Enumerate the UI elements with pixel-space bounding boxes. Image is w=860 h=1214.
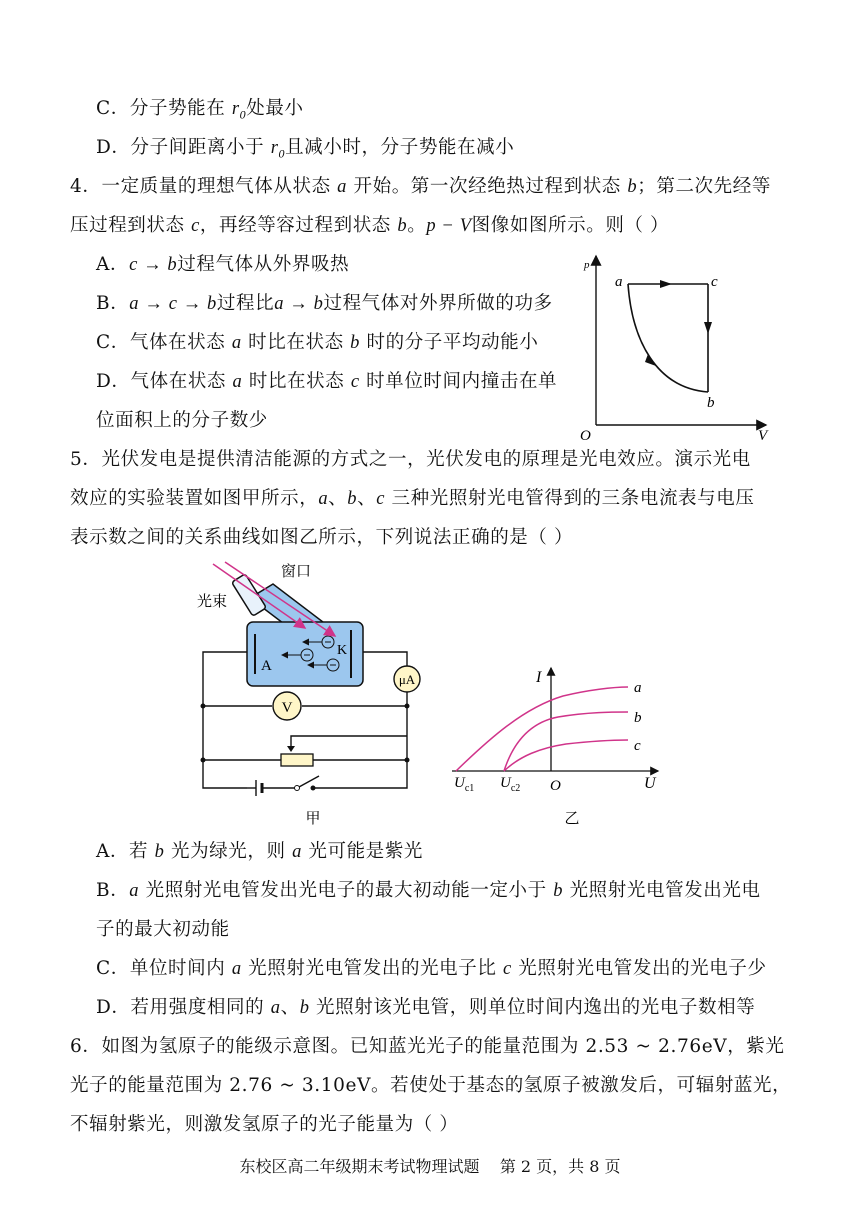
q6-stem-line1: 6．如图为氢原子的能级示意图。已知蓝光光子的能量范围为 2.53 ~ 2.76eV，紫光 bbox=[70, 1036, 785, 1057]
q4s1-3: b bbox=[627, 177, 638, 197]
q4s2-2: ，再经等容过程到状态 bbox=[199, 215, 398, 236]
curve-b-label: b bbox=[634, 710, 642, 726]
switch-pivot bbox=[295, 786, 300, 791]
q4s1-2: 开始。第一次经绝热过程到状态 bbox=[347, 176, 628, 197]
uc1-main: U bbox=[454, 775, 465, 791]
q6-stem-line2: 光子的能量范围为 2.76 ~ 3.10eV。若使处于基态的氢原子被激发后，可辐射蓝光， bbox=[70, 1075, 792, 1096]
q5b-0: B． bbox=[96, 880, 130, 901]
c-b-arrow-icon bbox=[704, 322, 712, 334]
q5d-3: b bbox=[299, 998, 310, 1018]
q3d-sub: 0 bbox=[278, 146, 286, 161]
uc1-label bbox=[454, 775, 474, 794]
q4-option-c bbox=[96, 331, 538, 355]
q4-option-b bbox=[96, 292, 553, 316]
junction-dot bbox=[201, 758, 206, 763]
origin-label: O bbox=[580, 428, 591, 444]
q5-option-d bbox=[96, 996, 755, 1020]
q4s2-4: 。 bbox=[407, 215, 427, 236]
iu-curves-figure bbox=[448, 660, 673, 830]
q4s1-0: 4．一定质量的理想气体从状态 bbox=[70, 176, 338, 197]
q3c-sub: 0 bbox=[239, 107, 247, 122]
q4b-4: 过程气体对外界所做的功多 bbox=[323, 293, 553, 314]
junction-dot bbox=[405, 704, 410, 709]
rheostat bbox=[281, 754, 313, 766]
anode-label: A bbox=[261, 658, 272, 674]
q4-stem-line2 bbox=[70, 214, 669, 238]
uc2-label bbox=[500, 775, 520, 794]
junction-dot bbox=[405, 758, 410, 763]
q5d-4: 光照射该光电管，则单位时间内逸出的光电子数相等 bbox=[309, 997, 756, 1018]
voltmeter-label: V bbox=[281, 700, 293, 716]
p-axis-label: p bbox=[584, 259, 590, 271]
u-axis-label: U bbox=[644, 775, 656, 792]
q5-option-b-line2: 子的最大初动能 bbox=[96, 919, 230, 940]
q4d-4: 时单位时间内撞击在单 bbox=[359, 371, 558, 392]
q6-stem-line3: 不辐射紫光，则激发氢原子的光子能量为（ ） bbox=[70, 1114, 459, 1135]
q3d-var: r bbox=[270, 138, 279, 158]
q5-stem-line3: 表示数之间的关系曲线如图乙所示，下列说法正确的是（ ） bbox=[70, 527, 574, 548]
page-footer: 东校区高二年级期末考试物理试题 第 2 页，共 8 页 bbox=[239, 1157, 621, 1176]
q5s2-0: 效应的实验装置如图甲所示， bbox=[70, 488, 319, 509]
q5c-2: 光照射光电管发出的光电子比 bbox=[241, 958, 503, 979]
point-c-label: c bbox=[711, 274, 718, 290]
uc1-sub: c1 bbox=[464, 783, 475, 794]
q3-option-c bbox=[96, 97, 304, 127]
q5s2-3: b bbox=[347, 489, 358, 509]
q5s2-4: 、 bbox=[357, 488, 377, 509]
q5s2-5: c bbox=[376, 489, 386, 509]
curve-b bbox=[504, 712, 628, 771]
q5-stem-line1: 5．光伏发电是提供清洁能源的方式之一，光伏发电的原理是光电效应。演示光电 bbox=[70, 449, 751, 470]
switch-contact bbox=[311, 786, 316, 791]
q4b-3: a → b bbox=[274, 294, 324, 314]
q5s2-2: 、 bbox=[328, 488, 348, 509]
q4d-1: a bbox=[232, 372, 243, 392]
uc2-sub: c2 bbox=[510, 783, 521, 794]
switch-lever bbox=[299, 776, 319, 787]
a-c-arrow-icon bbox=[660, 280, 672, 288]
pv-graph bbox=[576, 250, 776, 445]
q5a-2: 光为绿光，则 bbox=[164, 841, 293, 862]
q4b-0: B． bbox=[96, 293, 130, 314]
figure-jia-caption: 甲 bbox=[305, 811, 321, 827]
figure-yi-caption: 乙 bbox=[564, 811, 580, 827]
q5c-4: 光照射光电管发出的光电子少 bbox=[511, 958, 767, 979]
a-b-adiabat-curve bbox=[628, 284, 708, 392]
q4d-0: D．气体在状态 bbox=[96, 371, 233, 392]
point-a-label: a bbox=[615, 274, 623, 290]
q4c-2: 时比在状态 bbox=[241, 332, 351, 353]
q4s2-1: c bbox=[191, 216, 200, 236]
q3c-post: 处最小 bbox=[246, 98, 304, 119]
curve-a-label: a bbox=[634, 680, 642, 696]
q5-option-c bbox=[96, 957, 767, 981]
q5d-2: 、 bbox=[280, 997, 300, 1018]
q4-stem-line1 bbox=[70, 175, 771, 199]
q4c-4: 时的分子平均动能小 bbox=[360, 332, 539, 353]
q4-option-d-line1 bbox=[96, 370, 557, 394]
q4b-2: 过程比 bbox=[216, 293, 275, 314]
q4s1-1: a bbox=[337, 177, 348, 197]
point-b-label: b bbox=[707, 395, 715, 411]
q4b-1: a → c → b bbox=[129, 294, 217, 314]
q5c-0: C．单位时间内 bbox=[96, 958, 232, 979]
q5-stem-line2 bbox=[70, 487, 754, 511]
q4c-0: C．气体在状态 bbox=[96, 332, 232, 353]
q4-option-d-line2: 位面积上的分子数少 bbox=[96, 410, 268, 431]
q5c-1: a bbox=[231, 959, 242, 979]
q5a-3: a bbox=[292, 842, 302, 862]
q5-option-a bbox=[96, 840, 423, 864]
junction-dot bbox=[201, 704, 206, 709]
q3c-pre: C．分子势能在 bbox=[96, 98, 232, 119]
ammeter-label: μA bbox=[398, 672, 416, 687]
slider-arrow-icon bbox=[287, 746, 295, 752]
q5s2-1: a bbox=[318, 489, 329, 509]
q4d-2: 时比在状态 bbox=[242, 371, 351, 392]
curve-c-label: c bbox=[634, 738, 641, 754]
cathode-label: K bbox=[337, 643, 348, 658]
q4s2-5: p − V bbox=[426, 216, 472, 236]
curve-c bbox=[504, 740, 628, 771]
photoelectric-apparatus-figure bbox=[185, 560, 435, 832]
uc2-main: U bbox=[500, 775, 511, 791]
q4s2-6: 图像如图所示。则（ ） bbox=[471, 215, 670, 236]
q4s2-3: b bbox=[397, 216, 408, 236]
q4a-1: c → b bbox=[129, 255, 178, 275]
q4d-3: c bbox=[350, 372, 360, 392]
q5b-3: b bbox=[553, 881, 564, 901]
q5d-0: D．若用强度相同的 bbox=[96, 997, 271, 1018]
q4a-2: 过程气体从外界吸热 bbox=[177, 254, 350, 275]
q5s2-6: 三种光照射光电管得到的三条电流表与电压 bbox=[385, 488, 755, 509]
q3-option-d bbox=[96, 136, 514, 166]
q5a-1: b bbox=[154, 842, 165, 862]
v-axis-label: V bbox=[758, 428, 768, 444]
q5a-0: A．若 bbox=[96, 841, 155, 862]
q4c-3: b bbox=[350, 333, 361, 353]
q4s2-0: 压过程到状态 bbox=[70, 215, 192, 236]
q4c-1: a bbox=[231, 333, 242, 353]
q5b-1: a bbox=[129, 881, 140, 901]
q5c-3: c bbox=[502, 959, 512, 979]
q5-option-b-line1 bbox=[96, 879, 761, 903]
a-b-arrow-icon bbox=[645, 354, 656, 366]
q5b-4: 光照射光电管发出光电 bbox=[563, 880, 761, 901]
q4s1-4: ；第二次先经等 bbox=[637, 176, 771, 197]
curve-a bbox=[456, 687, 628, 771]
q5a-4: 光可能是紫光 bbox=[301, 841, 424, 862]
q4a-0: A． bbox=[96, 254, 130, 275]
q3c-var: r bbox=[231, 99, 240, 119]
iu-origin-label: O bbox=[550, 778, 561, 794]
q5b-2: 光照射光电管发出光电子的最大初动能一定小于 bbox=[139, 880, 554, 901]
window-label: 窗口 bbox=[281, 564, 312, 580]
q4-option-a bbox=[96, 253, 349, 277]
beam-label: 光束 bbox=[197, 594, 228, 610]
q5d-1: a bbox=[270, 998, 281, 1018]
q3d-pre: D．分子间距离小于 bbox=[96, 137, 271, 158]
i-axis-label: I bbox=[536, 669, 542, 686]
q3d-post: 且减小时，分子势能在减小 bbox=[285, 137, 515, 158]
